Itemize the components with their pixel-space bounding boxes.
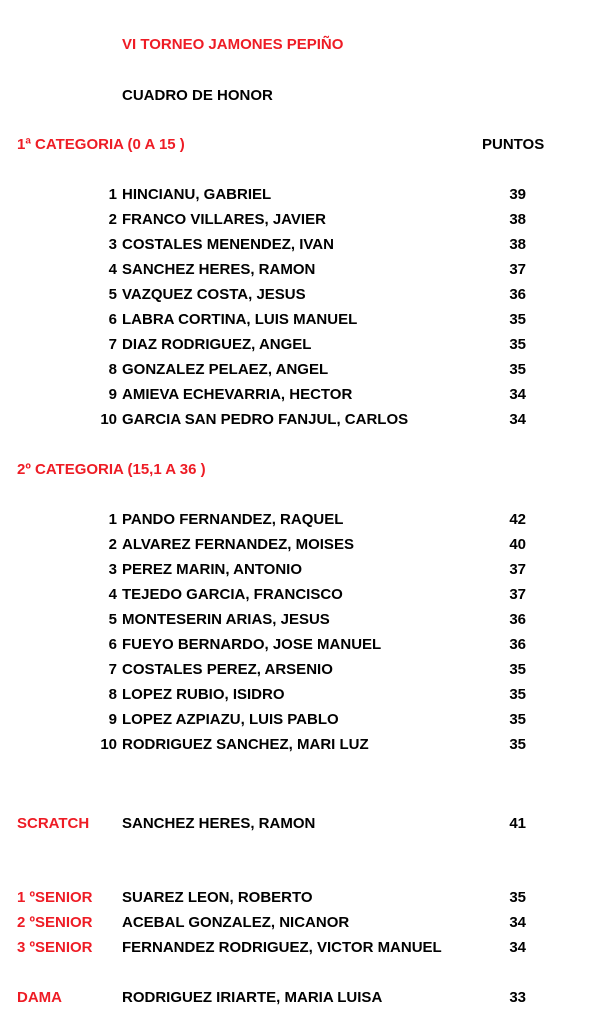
scratch-name: SANCHEZ HERES, RAMON <box>122 815 316 832</box>
senior-1-name: SUAREZ LEON, ROBERTO <box>122 889 313 906</box>
scratch-points: 41 <box>509 815 526 832</box>
cat2-pos-9: 9 <box>108 711 117 728</box>
cat1-points-10: 34 <box>509 411 526 428</box>
cat2-pos-1: 1 <box>108 511 117 528</box>
senior-2-label: 2 ºSENIOR <box>17 914 93 931</box>
cat1-name-10: GARCIA SAN PEDRO FANJUL, CARLOS <box>122 411 409 428</box>
category-2-heading: 2º CATEGORIA (15,1 A 36 ) <box>17 461 206 478</box>
cat1-pos-8: 8 <box>108 361 117 378</box>
cat1-pos-5: 5 <box>108 286 117 303</box>
dama-label: DAMA <box>17 989 62 1006</box>
cat2-name-5: MONTESERIN ARIAS, JESUS <box>122 611 330 628</box>
dama-name: RODRIGUEZ IRIARTE, MARIA LUISA <box>122 989 383 1006</box>
cat2-points-6: 36 <box>509 636 526 653</box>
cat2-name-2: ALVAREZ FERNANDEZ, MOISES <box>122 536 354 553</box>
points-column-header: PUNTOS <box>482 136 545 153</box>
cat1-pos-2: 2 <box>108 211 117 228</box>
cat2-points-8: 35 <box>509 686 526 703</box>
cat1-points-5: 36 <box>509 286 526 303</box>
cat1-points-6: 35 <box>509 311 526 328</box>
cat2-pos-6: 6 <box>108 636 117 653</box>
cat2-points-3: 37 <box>509 561 526 578</box>
cat1-points-4: 37 <box>509 261 526 278</box>
cat1-pos-9: 9 <box>108 386 117 403</box>
cat2-name-6: FUEYO BERNARDO, JOSE MANUEL <box>122 636 382 653</box>
cat2-points-7: 35 <box>509 661 526 678</box>
cat1-points-1: 39 <box>509 186 526 203</box>
cat1-points-7: 35 <box>509 336 526 353</box>
cat1-points-8: 35 <box>509 361 526 378</box>
cat1-name-9: AMIEVA ECHEVARRIA, HECTOR <box>122 386 353 403</box>
cat1-pos-6: 6 <box>108 311 117 328</box>
cat2-points-10: 35 <box>509 736 526 753</box>
cat2-pos-7: 7 <box>108 661 117 678</box>
cat2-pos-8: 8 <box>108 686 117 703</box>
document-title: VI TORNEO JAMONES PEPIÑO <box>122 36 344 53</box>
cat1-pos-3: 3 <box>108 236 117 253</box>
cat1-name-5: VAZQUEZ COSTA, JESUS <box>122 286 306 303</box>
cat1-name-3: COSTALES MENENDEZ, IVAN <box>122 236 334 253</box>
cat2-pos-5: 5 <box>108 611 117 628</box>
cat1-name-1: HINCIANU, GABRIEL <box>122 186 272 203</box>
senior-3-label: 3 ºSENIOR <box>17 939 93 956</box>
senior-2-points: 34 <box>509 914 526 931</box>
category-1-heading: 1ª CATEGORIA (0 A 15 ) <box>17 136 185 153</box>
dama-points: 33 <box>509 989 526 1006</box>
cat1-points-9: 34 <box>509 386 526 403</box>
cat1-name-2: FRANCO VILLARES, JAVIER <box>122 211 326 228</box>
senior-1-points: 35 <box>509 889 526 906</box>
cat2-points-1: 42 <box>509 511 526 528</box>
cat1-name-7: DIAZ RODRIGUEZ, ANGEL <box>122 336 312 353</box>
cat2-pos-4: 4 <box>108 586 117 603</box>
cat1-points-3: 38 <box>509 236 526 253</box>
cat2-points-2: 40 <box>509 536 526 553</box>
cat1-pos-7: 7 <box>108 336 117 353</box>
cat2-pos-10: 10 <box>100 736 117 753</box>
cat2-name-3: PEREZ MARIN, ANTONIO <box>122 561 303 578</box>
cat2-points-5: 36 <box>509 611 526 628</box>
cat2-pos-2: 2 <box>108 536 117 553</box>
document-subtitle: CUADRO DE HONOR <box>122 87 273 104</box>
cat2-pos-3: 3 <box>108 561 117 578</box>
cat1-pos-4: 4 <box>108 261 117 278</box>
cat2-name-9: LOPEZ AZPIAZU, LUIS PABLO <box>122 711 339 728</box>
cat1-points-2: 38 <box>509 211 526 228</box>
cat1-pos-1: 1 <box>108 186 117 203</box>
cat2-name-7: COSTALES PEREZ, ARSENIO <box>122 661 333 678</box>
cat2-name-8: LOPEZ RUBIO, ISIDRO <box>122 686 285 703</box>
cat2-points-9: 35 <box>509 711 526 728</box>
senior-2-name: ACEBAL GONZALEZ, NICANOR <box>122 914 350 931</box>
cat2-name-4: TEJEDO GARCIA, FRANCISCO <box>122 586 343 603</box>
cat1-name-8: GONZALEZ PELAEZ, ANGEL <box>122 361 329 378</box>
senior-1-label: 1 ºSENIOR <box>17 889 93 906</box>
cat1-name-6: LABRA CORTINA, LUIS MANUEL <box>122 311 358 328</box>
cat1-pos-10: 10 <box>100 411 117 428</box>
scratch-label: SCRATCH <box>17 815 90 832</box>
cat1-name-4: SANCHEZ HERES, RAMON <box>122 261 316 278</box>
cat2-points-4: 37 <box>509 586 526 603</box>
senior-3-name: FERNANDEZ RODRIGUEZ, VICTOR MANUEL <box>122 939 442 956</box>
senior-3-points: 34 <box>509 939 526 956</box>
cat2-name-10: RODRIGUEZ SANCHEZ, MARI LUZ <box>122 736 369 753</box>
cat2-name-1: PANDO FERNANDEZ, RAQUEL <box>122 511 344 528</box>
